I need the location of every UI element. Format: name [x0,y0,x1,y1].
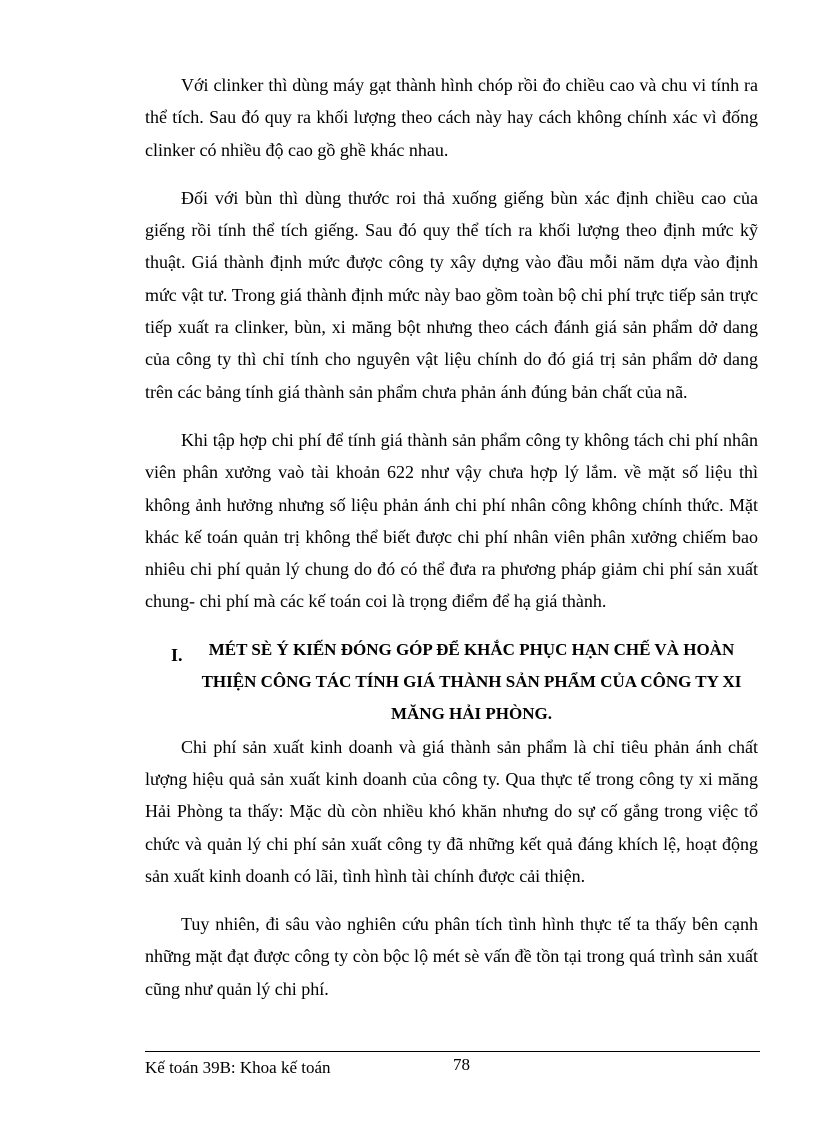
page-number: 78 [453,1055,470,1074]
paragraph-mud-measurement: Đối với bùn thì dùng thước roi thả xuống giếng bùn xác định chiều cao của giếng rồi tính thể tích giếng. Sau đó quy thể tích ra khối lượng theo định mức kỹ thuật. Giá thành định mức được công ty xây dựng vào đầu mỗi năm dựa vào định mức vật tư. Trong giá thành định mức này bao gồm toàn bộ chi phí trực tiếp sản trực tiếp xuất ra clinker, bùn, xi măng bột nhưng theo cách đánh giá sản phẩm dở dang của công ty thì chỉ tính cho nguyên vật liệu chính do đó giá trị sản phẩm dở dang trên các bảng tính giá thành sản phẩm chưa phản ánh đúng bản chất của nã. [145,187,758,402]
section-heading-number: I. [171,644,183,665]
footer-department: Kế toán 39B: Khoa kế toán [145,1058,331,1077]
footer-divider [145,1051,760,1052]
paragraph-research-analysis: Tuy nhiên, đi sâu vào nghiên cứu phân tích tình hình thực tế ta thấy bên cạnh những mặt đạt được công ty còn bộc lộ mét sè vấn đề tồn tại trong quá trình sản xuất cũng như quản lý chi phí. [145,914,758,999]
paragraph-production-cost: Chi phí sản xuất kinh doanh và giá thành sản phẩm là chỉ tiêu phản ánh chất lượng hiệu quả sản xuất kinh doanh của công ty. Qua thực tế trong công ty xi măng Hải Phòng ta thấy: Mặc dù còn nhiều khó khăn nhưng do sự cố gắng trong việc tổ chức và quản lý chi phí sản xuất công ty đã những kết quả đáng khích lệ, hoạt động sản xuất kinh doanh có lãi, tình hình tài chính được cải thiện. [145,736,758,886]
section-heading [145,634,758,731]
paragraph-clinker: Với clinker thì dùng máy gạt thành hình chóp rồi đo chiều cao và chu vi tính ra thể tích. Sau đó quy ra khối lượng theo cách này hay cách không chính xác vì đống clinker có nhiều độ cao gồ ghề khác nhau. [145,75,758,160]
paragraph-cost-aggregation: Khi tập hợp chi phí để tính giá thành sản phẩm công ty không tách chi phí nhân viên phân xưởng vaò tài khoản 622 như vậy chưa hợp lý lắm. về mặt số liệu thì không ảnh hưởng nhưng số liệu phản ánh chi phí nhân công không chính thức. Mặt khác kế toán quản trị không thể biết được chi phí nhân viên phân xưởng chiếm bao nhiêu chi phí quản lý chung do đó có thể đưa ra phương pháp giảm chi phí sản xuất chung- chi phí mà các kế toán coi là trọng điểm để hạ giá thành. [145,429,758,612]
section-heading-text: MÉT SÈ Ý KIẾN ĐÓNG GÓP ĐỂ KHẮC PHỤC HẠN CHẾ VÀ HOÀN THIỆN CÔNG TÁC TÍNH GIÁ THÀNH SẢN PHẨM CỦA CÔNG TY XI MĂNG HẢI PHÒNG. [201,639,742,724]
document-body [145,69,758,1021]
